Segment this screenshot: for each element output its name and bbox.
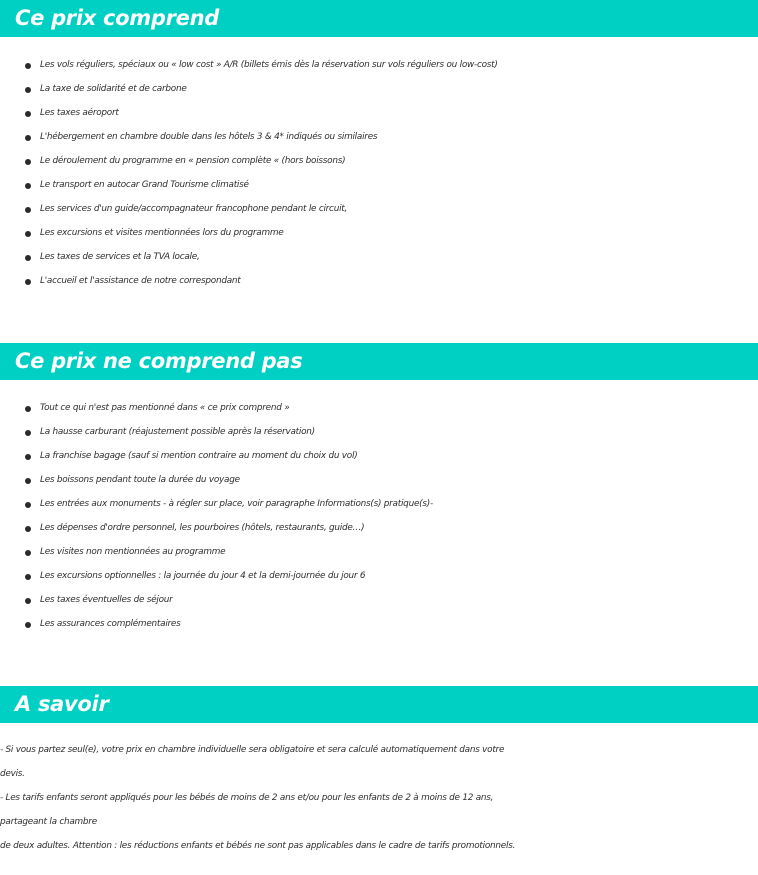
list-item	[0, 564, 758, 588]
section-good-to-know	[0, 686, 758, 858]
list-item	[0, 420, 758, 444]
bullet-icon	[25, 135, 31, 141]
list-item-text: Les dépenses d'ordre personnel, les pourboires (hôtels, restaurants, guide…)	[40, 523, 365, 533]
bullet-icon	[25, 502, 31, 508]
section-price-excludes	[0, 343, 758, 636]
notes-line: - Les tarifs enfants seront appliqués pour les bébés de moins de 2 ans et/ou pour les enfants de 2 à moins de 12 ans,	[0, 793, 494, 803]
bullet-icon	[25, 207, 31, 213]
bullet-icon	[25, 279, 31, 285]
bullet-icon	[25, 526, 31, 532]
list-item-text: Le déroulement du programme en « pension complète « (hors boissons)	[40, 156, 346, 166]
list-item-text: Les visites non mentionnées au programme	[40, 547, 226, 557]
list-item-text: Les excursions optionnelles : la journée du jour 4 et la demi-journée du jour 6	[40, 571, 366, 581]
list-item	[0, 53, 758, 77]
bullet-icon	[25, 87, 31, 93]
section-title: A savoir	[15, 692, 109, 716]
bullet-icon	[25, 622, 31, 628]
notes-line: partageant la chambre	[0, 817, 97, 827]
bullet-icon	[25, 63, 31, 69]
notes-line: de deux adultes. Attention : les réductions enfants et bébés ne sont pas applicables dans le cadre de tarifs promotionnels.	[0, 841, 516, 851]
list-item	[0, 245, 758, 269]
list-item	[0, 101, 758, 125]
list-item	[0, 173, 758, 197]
list-item	[0, 125, 758, 149]
notes-paragraph	[0, 738, 758, 858]
list-item	[0, 444, 758, 468]
list-item-text: La taxe de solidarité et de carbone	[40, 84, 187, 94]
section-header	[0, 0, 758, 37]
section-price-includes	[0, 0, 758, 293]
bullet-icon	[25, 574, 31, 580]
list-item-text: Les boissons pendant toute la durée du voyage	[40, 475, 240, 485]
bullet-icon	[25, 550, 31, 556]
bullet-icon	[25, 454, 31, 460]
list-item	[0, 492, 758, 516]
section-title: Ce prix ne comprend pas	[15, 349, 303, 373]
list-item	[0, 396, 758, 420]
section-title: Ce prix comprend	[15, 6, 219, 30]
list-item-text: La franchise bagage (sauf si mention contraire au moment du choix du vol)	[40, 451, 358, 461]
list-item-text: Tout ce qui n'est pas mentionné dans « ce prix comprend »	[40, 403, 290, 413]
list-item-text: L'accueil et l'assistance de notre correspondant	[40, 276, 241, 286]
bullet-icon	[25, 478, 31, 484]
list-item-text: Les vols réguliers, spéciaux ou « low cost » A/R (billets émis dès la réservation sur vols réguliers ou low-cost)	[40, 60, 498, 70]
list-item	[0, 221, 758, 245]
list-item	[0, 269, 758, 293]
list-item	[0, 516, 758, 540]
list-item	[0, 197, 758, 221]
list-item-text: Les taxes éventuelles de séjour	[40, 595, 173, 605]
list-item-text: L'hébergement en chambre double dans les hôtels 3 & 4* indiqués ou similaires	[40, 132, 378, 142]
list-item-text: Les services d'un guide/accompagnateur francophone pendant le circuit,	[40, 204, 348, 214]
bullet-icon	[25, 255, 31, 261]
bullet-icon	[25, 406, 31, 412]
list-item	[0, 77, 758, 101]
section-header	[0, 686, 758, 723]
list-item-text: La hausse carburant (réajustement possible après la réservation)	[40, 427, 315, 437]
list-item	[0, 540, 758, 564]
list-item	[0, 149, 758, 173]
included-list	[0, 53, 758, 293]
notes-line: - Si vous partez seul(e), votre prix en chambre individuelle sera obligatoire et sera calculé automatiquement dans votre	[0, 745, 505, 755]
list-item	[0, 612, 758, 636]
section-header	[0, 343, 758, 380]
bullet-icon	[25, 183, 31, 189]
list-item-text: Les excursions et visites mentionnées lors du programme	[40, 228, 284, 238]
excluded-list	[0, 396, 758, 636]
bullet-icon	[25, 111, 31, 117]
bullet-icon	[25, 231, 31, 237]
list-item-text: Les assurances complémentaires	[40, 619, 181, 629]
bullet-icon	[25, 159, 31, 165]
list-item	[0, 588, 758, 612]
list-item-text: Le transport en autocar Grand Tourisme climatisé	[40, 180, 249, 190]
list-item-text: Les taxes aéroport	[40, 108, 119, 118]
notes-line: devis.	[0, 769, 25, 779]
list-item-text: Les taxes de services et la TVA locale,	[40, 252, 200, 262]
list-item	[0, 468, 758, 492]
list-item-text: Les entrées aux monuments - à régler sur place, voir paragraphe Informations(s) pratique(s)-	[40, 499, 433, 509]
bullet-icon	[25, 430, 31, 436]
bullet-icon	[25, 598, 31, 604]
